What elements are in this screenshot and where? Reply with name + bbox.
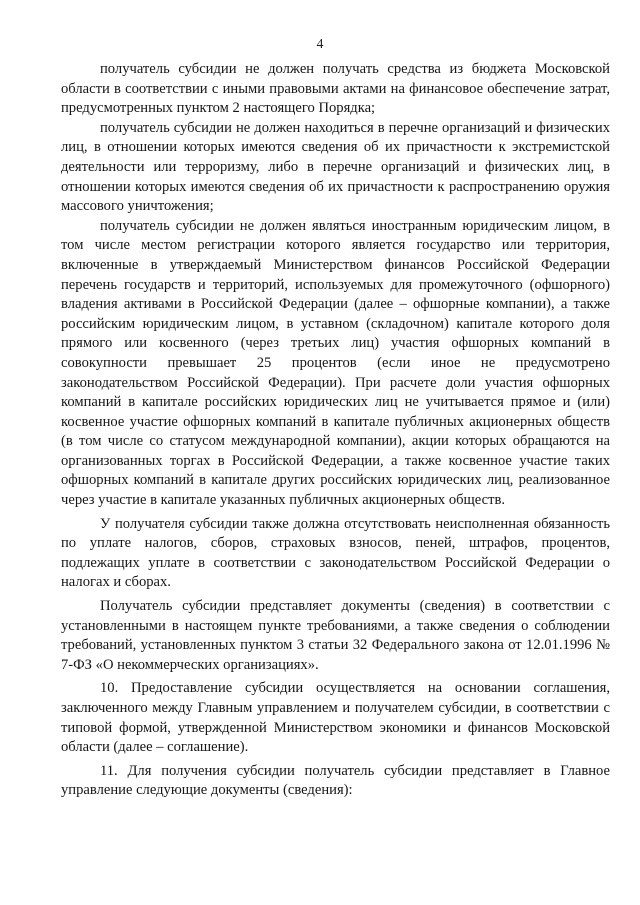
paragraph-no-other-budget-funds: получатель субсидии не должен получать средства из бюджета Московской области в соответствии с иными правовыми актами на финансовое обеспечение затрат, предусмотренных пунктом 2 настоящего Порядка; — [61, 61, 610, 117]
paragraph-no-tax-debt: У получателя субсидии также должна отсутствовать неисполненная обязанность по уплате налогов, сборов, страховых взносов, пеней, штрафов, процентов, подлежащих уплате в соответствии с законодательством Российской Федерации о налогах и сборах. — [61, 515, 610, 591]
page-number: 4 — [316, 36, 324, 51]
paragraph-not-foreign-entity: получатель субсидии не должен являться иностранным юридическим лицом, в том числе местом регистрации которого является государство или территория, включенные в утверждаемый Министерством финансов Российской Федерации перечень государств и территорий, используемых для промежуточного (офшорного) владения активами в Российской Федерации (далее – офшорные компании), а также российским юридическим лицом, в уставном (складочном) капитале которого доля прямого или косвенного (через третьих лиц) участия офшорных компаний в совокупности превышает 25 процентов (если иное не предусмотрено законодательством Российской Федерации). При расчете доли участия офшорных компаний в капитале российских юридических лиц не учитывается прямое и (или) косвенное участие офшорных компаний в капитале публичных акционерных обществ (в том числе со статусом международной компании), акции которых обращаются на организованных торгах в Российской Федерации, а также косвенное участие таких офшорных компаний в капитале других российских юридических лиц, реализованное через участие в капитале указанных публичных акционерных обществ. — [61, 217, 610, 509]
paragraph-item-11-documents: 11. Для получения субсидии получатель субсидии представляет в Главное управление следующие документы (сведения): — [61, 762, 610, 799]
paragraph-documents-submission: Получатель субсидии представляет документы (сведения) в соответствии с установленными в настоящем пункте требованиями, а также сведения о соблюдении требований, установленных пунктом 3 статьи 32 Федерального закона от 12.01.1996 № 7-ФЗ «О некоммерческих организациях». — [61, 598, 610, 673]
paragraph-item-10-agreement: 10. Предоставление субсидии осуществляется на основании соглашения, заключенного между Главным управлением и получателем субсидии, в соответствии с типовой формой, утвержденной Министерством экономики и финансов Московской области (далее – соглашение). — [61, 680, 610, 756]
paragraph-not-in-extremist-list: получатель субсидии не должен находиться в перечне организаций и физических лиц, в отношении которых имеются сведения об их причастности к экстремистской деятельности или терроризму, либо в перечне организаций и физических лиц, в отношении которых имеются сведения об их причастности к распространению оружия массового уничтожения; — [61, 119, 610, 215]
body-text — [61, 60, 610, 801]
